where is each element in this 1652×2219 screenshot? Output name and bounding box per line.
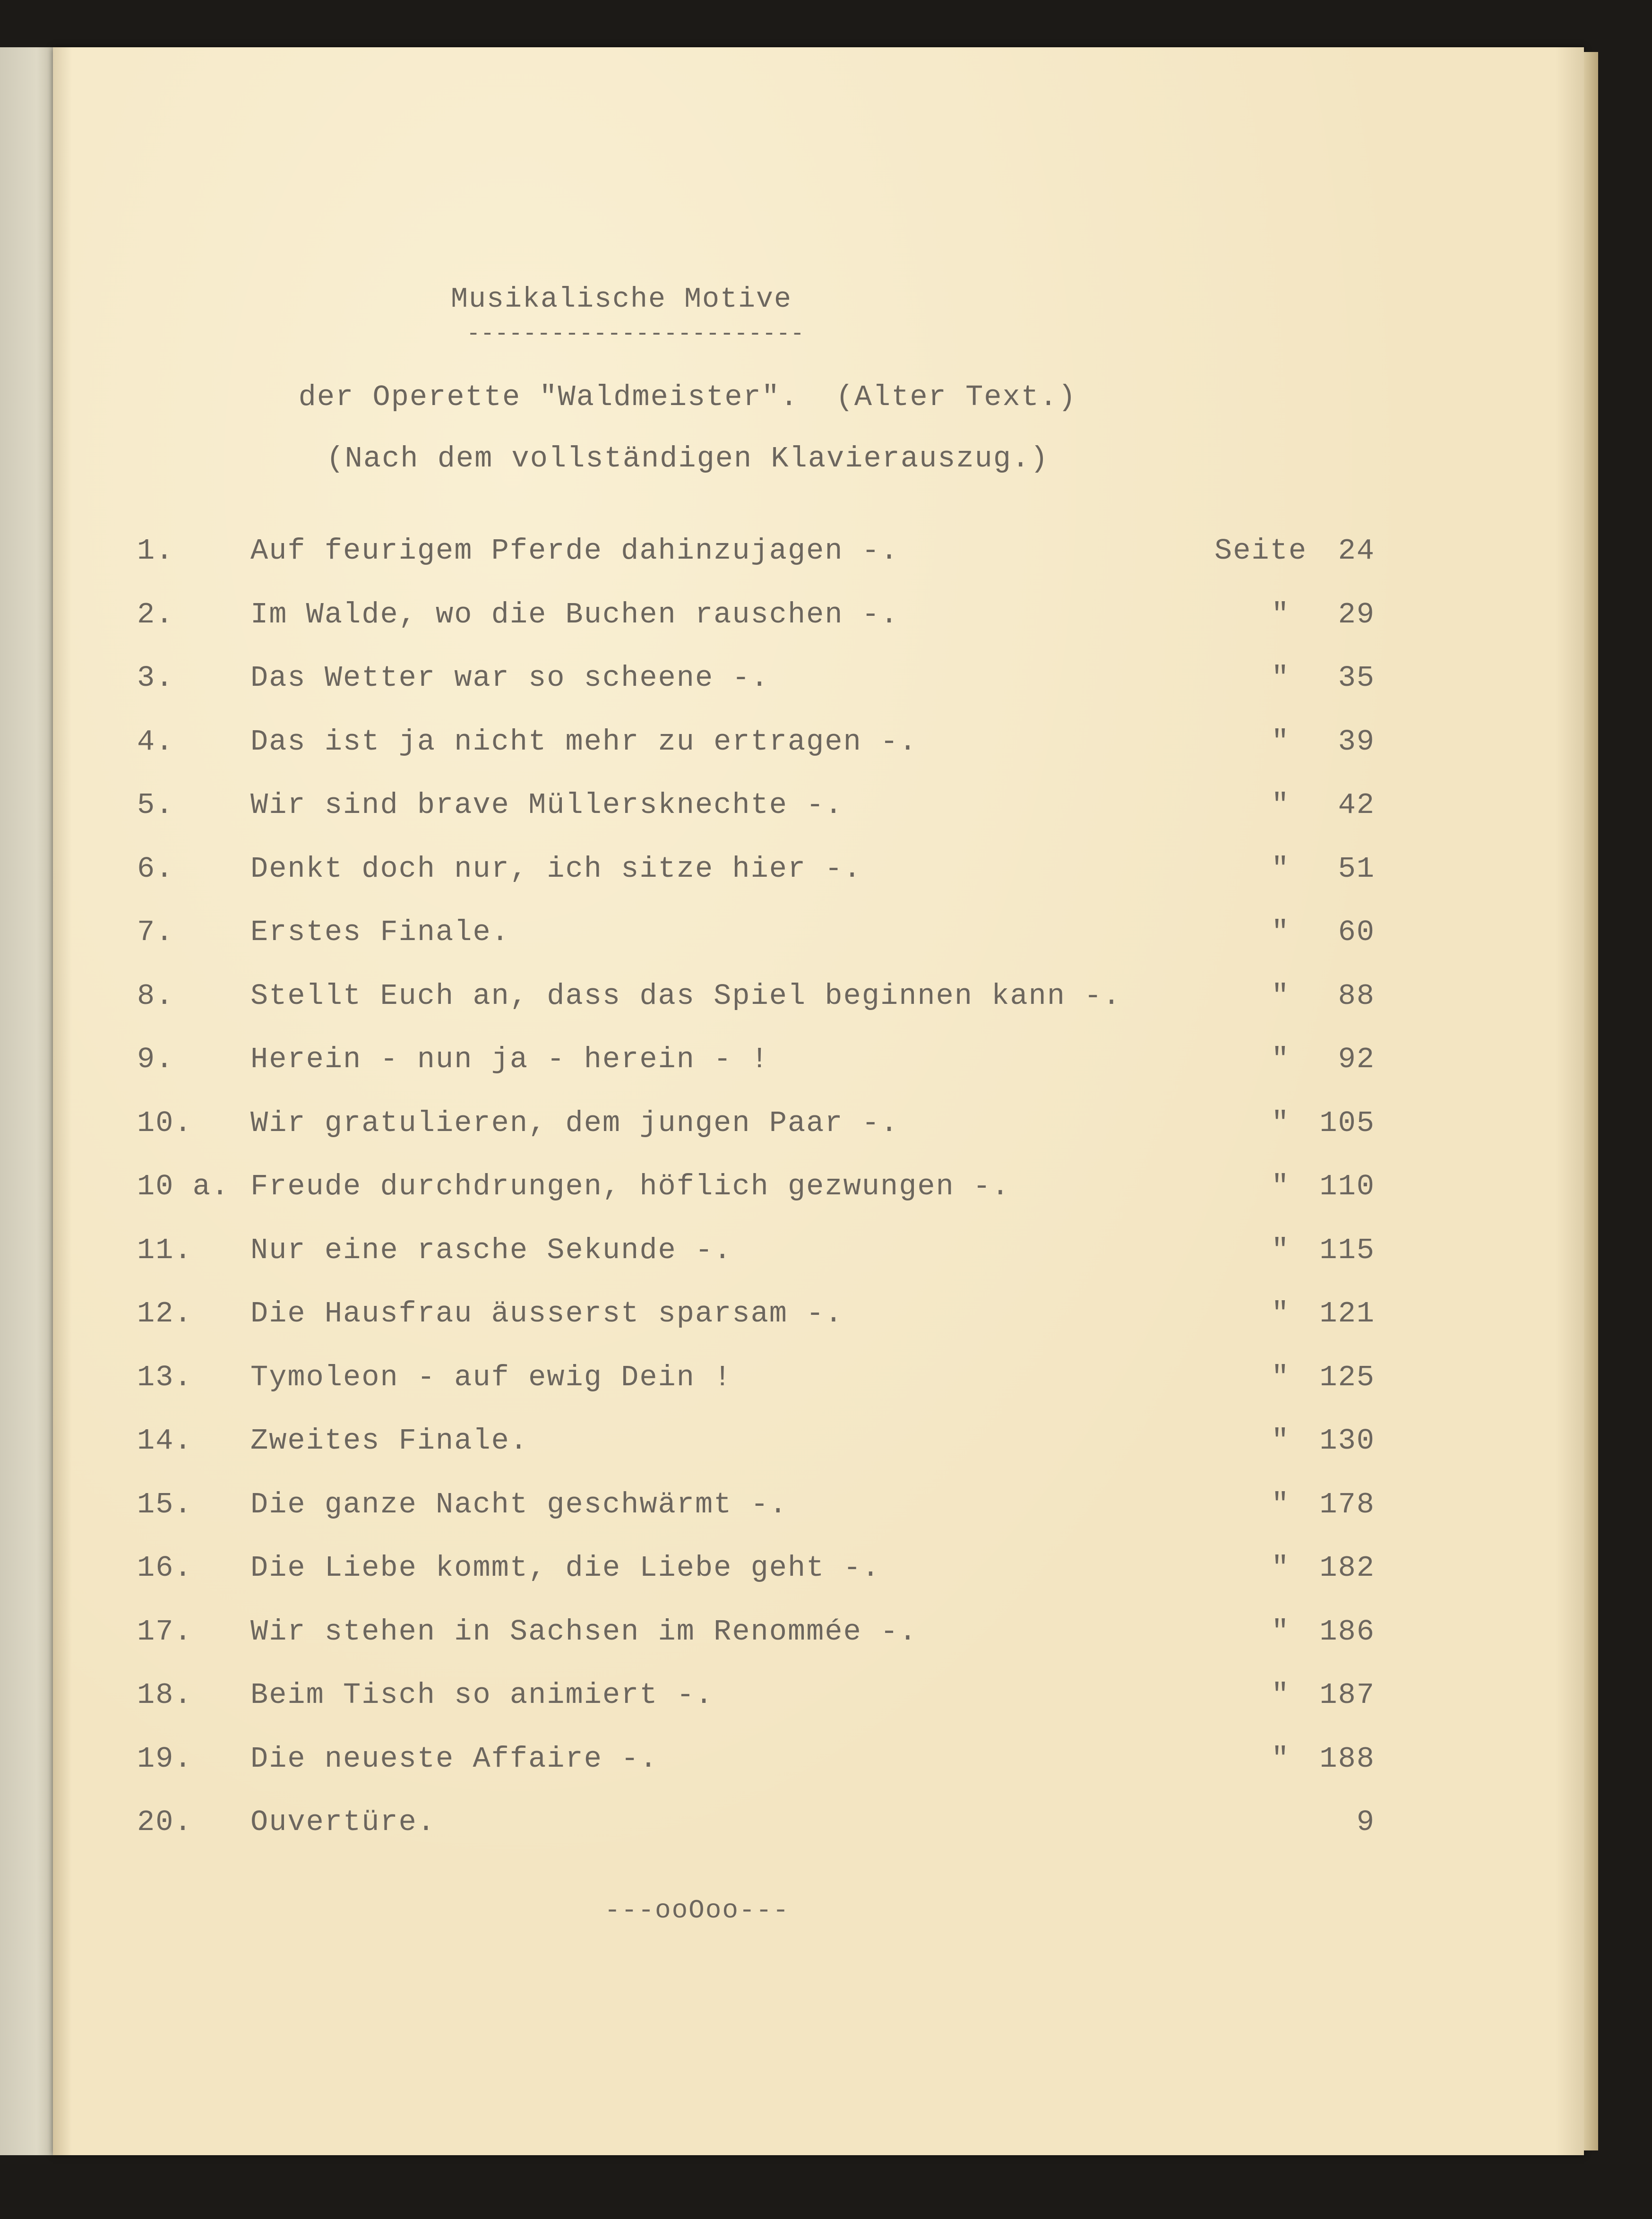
ditto-mark: " — [1271, 661, 1290, 695]
entry-title: Auf feurigem Pferde dahinzujagen -. — [250, 534, 899, 568]
entry-title: Das Wetter war so scheene -. — [250, 661, 769, 695]
ditto-mark: " — [1271, 788, 1290, 822]
entry-title: Zweites Finale. — [250, 1424, 529, 1458]
entry-title: Die Liebe kommt, die Liebe geht -. — [250, 1551, 881, 1585]
toc-entry — [137, 1805, 1375, 1869]
entry-number: 5. — [137, 788, 174, 822]
toc-entry — [137, 1615, 1375, 1679]
entry-page-number: 29 — [1338, 597, 1375, 631]
page-heading: Musikalische Motive — [450, 284, 792, 316]
ditto-mark: " — [1271, 1106, 1290, 1140]
entry-title: Freude durchdrungen, höflich gezwungen -. — [250, 1170, 1010, 1203]
entry-page-number: 130 — [1319, 1424, 1375, 1458]
toc-entry — [137, 1678, 1375, 1742]
entry-page-number: 187 — [1319, 1678, 1375, 1712]
table-of-contents — [137, 534, 1375, 1869]
entry-number: 15. — [137, 1487, 193, 1521]
entry-page-number: 42 — [1338, 788, 1375, 822]
entry-number: 20. — [137, 1805, 193, 1839]
ditto-mark: " — [1271, 915, 1290, 949]
entry-number: 7. — [137, 915, 174, 949]
entry-page-number: 115 — [1319, 1233, 1375, 1267]
entry-number: 2. — [137, 597, 174, 631]
ditto-mark: " — [1271, 1551, 1290, 1585]
right-page-edge — [1584, 52, 1598, 2150]
entry-number: 12. — [137, 1297, 193, 1330]
entry-number: 4. — [137, 725, 174, 759]
toc-entry — [137, 1234, 1375, 1297]
toc-entry — [137, 1424, 1375, 1488]
entry-title: Beim Tisch so animiert -. — [250, 1678, 714, 1712]
entry-number: 14. — [137, 1424, 193, 1458]
entry-number: 10. — [137, 1106, 193, 1140]
entry-title: Stellt Euch an, dass das Spiel beginnen kann -. — [250, 979, 1121, 1013]
ditto-mark: " — [1271, 725, 1290, 759]
entry-number: 8. — [137, 979, 174, 1013]
toc-entry — [137, 598, 1375, 662]
entry-title: Wir gratulieren, dem jungen Paar -. — [250, 1106, 899, 1140]
entry-title: Nur eine rasche Sekunde -. — [250, 1233, 732, 1267]
entry-number: 18. — [137, 1678, 193, 1712]
left-page-edge — [0, 47, 61, 2155]
entry-page-number: 88 — [1338, 979, 1375, 1013]
heading-underline: ------------------------ — [466, 321, 805, 347]
subtitle-operetta: der Operette "Waldmeister". (Alter Text.) — [298, 380, 1077, 414]
subtitle-source: (Nach dem vollständigen Klavierauszug.) — [326, 442, 1049, 475]
entry-page-number: 9 — [1356, 1805, 1375, 1839]
ditto-mark: " — [1271, 979, 1290, 1013]
toc-entry — [137, 915, 1375, 979]
toc-entry — [137, 852, 1375, 916]
entry-number: 1. — [137, 534, 174, 568]
entry-title: Die ganze Nacht geschwärmt -. — [250, 1487, 788, 1521]
entry-number: 3. — [137, 661, 174, 695]
toc-entry — [137, 788, 1375, 852]
ditto-mark: " — [1271, 1678, 1290, 1712]
entry-page-number: 24 — [1338, 534, 1375, 568]
ditto-mark: " — [1271, 1360, 1290, 1394]
ditto-mark: " — [1271, 597, 1290, 631]
toc-entry — [137, 661, 1375, 725]
entry-page-number: 51 — [1338, 852, 1375, 886]
entry-page-number: 60 — [1338, 915, 1375, 949]
entry-page-number: 39 — [1338, 725, 1375, 759]
entry-number: 10 a. — [137, 1170, 230, 1203]
entry-number: 13. — [137, 1360, 193, 1394]
entry-title: Wir sind brave Müllersknechte -. — [250, 788, 843, 822]
toc-entry — [137, 1043, 1375, 1106]
toc-entry — [137, 1297, 1375, 1361]
entry-page-number: 121 — [1319, 1297, 1375, 1330]
end-mark: ---ooOoo--- — [604, 1895, 790, 1925]
entry-page-number: 92 — [1338, 1043, 1375, 1076]
entry-title: Erstes Finale. — [250, 915, 510, 949]
toc-entry — [137, 1488, 1375, 1552]
entry-title: Das ist ja nicht mehr zu ertragen -. — [250, 725, 918, 759]
ditto-mark: " — [1271, 852, 1290, 886]
entry-page-number: 35 — [1338, 661, 1375, 695]
entry-title: Ouvertüre. — [250, 1805, 436, 1839]
ditto-mark: " — [1271, 1742, 1290, 1776]
entry-page-number: 125 — [1319, 1360, 1375, 1394]
toc-entry — [137, 1106, 1375, 1170]
entry-page-number: 178 — [1319, 1487, 1375, 1521]
entry-page-number: 105 — [1319, 1106, 1375, 1140]
entry-number: 19. — [137, 1742, 193, 1776]
toc-entry — [137, 1551, 1375, 1615]
ditto-mark: " — [1271, 1424, 1290, 1458]
entry-page-number: 110 — [1319, 1170, 1375, 1203]
ditto-mark: " — [1271, 1487, 1290, 1521]
entry-page-number: 188 — [1319, 1742, 1375, 1776]
entry-number: 16. — [137, 1551, 193, 1585]
ditto-mark: " — [1271, 1297, 1290, 1330]
entry-title: Tymoleon - auf ewig Dein ! — [250, 1360, 732, 1394]
seite-label: Seite — [1214, 534, 1308, 568]
entry-number: 6. — [137, 852, 174, 886]
entry-page-number: 182 — [1319, 1551, 1375, 1585]
toc-entry — [137, 1170, 1375, 1234]
entry-number: 17. — [137, 1615, 193, 1649]
ditto-mark: " — [1271, 1170, 1290, 1203]
ditto-mark: " — [1271, 1233, 1290, 1267]
entry-title: Herein - nun ja - herein - ! — [250, 1043, 769, 1076]
entry-title: Denkt doch nur, ich sitze hier -. — [250, 852, 862, 886]
toc-entry — [137, 1742, 1375, 1806]
entry-number: 9. — [137, 1043, 174, 1076]
entry-title: Im Walde, wo die Buchen rauschen -. — [250, 597, 899, 631]
entry-number: 11. — [137, 1233, 193, 1267]
ditto-mark: " — [1271, 1615, 1290, 1649]
toc-entry — [137, 534, 1375, 598]
entry-title: Die neueste Affaire -. — [250, 1742, 658, 1776]
entry-page-number: 186 — [1319, 1615, 1375, 1649]
toc-entry — [137, 725, 1375, 789]
entry-title: Wir stehen in Sachsen im Renommée -. — [250, 1615, 918, 1649]
toc-entry — [137, 1361, 1375, 1425]
toc-entry — [137, 979, 1375, 1043]
entry-title: Die Hausfrau äusserst sparsam -. — [250, 1297, 843, 1330]
ditto-mark: " — [1271, 1043, 1290, 1076]
